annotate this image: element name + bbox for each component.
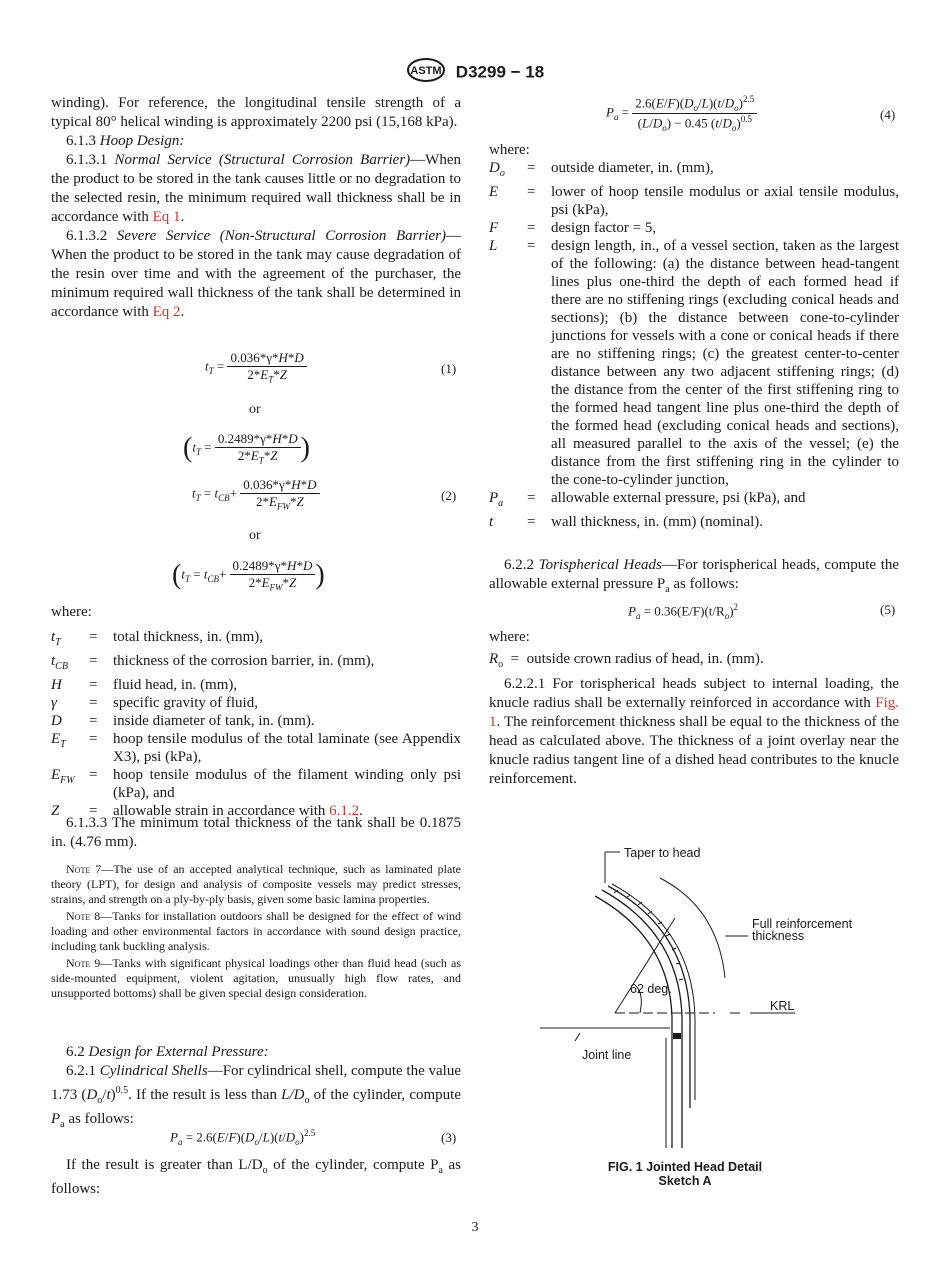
- note-7: Note 7—The use of an accepted analytical technique, such as laminated plate theory (LPT), for design and analysis of composite vessels may predict stresses, strains, and strength on a ply-by-ply basis, given some basic lamina properties.: [51, 862, 462, 906]
- label-full-reinforcement: Full reinforcement thickness: [752, 917, 853, 943]
- paragraph-6-1-3-1: 6.1.3.1 Normal Service (Structural Corrosion Barrier)—When the product to be stored in the tank causes little or no degradation to the selected resin, the minimum required wall thickness shall be in accordance with Eq 1.: [51, 152, 461, 225]
- paragraph-6-1-3-3-block: [51, 814, 461, 852]
- paragraph-after-eq3: If the result is greater than $L/D_o$ of the cylinder, compute $P_a$ as follows:: [51, 1157, 462, 1197]
- heading-6-2: 6.2 Design for External Pressure:: [66, 1044, 269, 1060]
- paragraph-6-2-2-1: 6.2.2.1 For torispherical heads subject to internal loading, the knucle radius shall be externally reinforced in accordance with Fig. 1. The reinforcement thickness shall be equal to the thickness of the head as calculated above. The thickness of a joint overlay near the knucle radius tangent line of a dished head contributes to the knucle reinforcement.: [489, 676, 899, 787]
- paragraph-6-2-1: 6.2.1 Cylindrical Shells—For cylindrical shell, compute the value 1.73 $(D_o/t)^{0.5}$. If the result is less than $L/D_o$ of the cylinder, compute $P_a$ as follows:: [51, 1063, 461, 1130]
- paragraph-6-1-3-2: 6.1.3.2 Severe Service (Non-Structural Corrosion Barrier)—When the product to be stored in the tank may cause degradation of the resin over time and with the agreement of the purchaser, the minimum required wall thickness of the tank shall be determined in accordance with Eq 2.: [51, 228, 461, 320]
- equation-2-alt-b: ($t_T = t_{CB}+$ $\frac{0.2489*\gamma*H*D}{2*E_{FW}*Z}$ ): [172, 558, 325, 593]
- or-text: or: [249, 402, 261, 417]
- left-column: [51, 94, 461, 322]
- notes-block: [51, 862, 461, 1001]
- jointed-head-drawing: [540, 838, 860, 1158]
- heading-6-1-3: 6.1.3 Hoop Design:: [66, 133, 185, 149]
- where-label-right: where:: [489, 142, 530, 158]
- equation-5: $P_a = 0.36(E/F)(t/R_o)^2$: [628, 602, 739, 621]
- definition-row: L = design length, in., of a vessel section, taken as the largest of the following: (a) the distance between head-tangent lines plus one-third the depth of each formed head if there are no stiffening rings (excluding conical heads and sections); (b) the distance between cone-to-cylinder junctions for vessels with a cone or conical heads if there are no stiffening rings; (c) the greatest center-to-center distance between any two adjacent stiffening rings; (d) the distance from the center of the first stiffening ring to the formed head tangent line plus one-third the depth of the formed head (excluding conical heads and sections), all measured parallel to the axis of the vessel; (e) the distance from the first stiffening ring in the cylinder to the cone-to-cylinder junction,: [489, 238, 899, 488]
- astm-logo-icon: [406, 57, 446, 88]
- definition-row: $E_T$ = hoop tensile modulus of the total laminate (see Appendix X3), psi (kPa),: [51, 731, 461, 765]
- paragraph-6-2-2: 6.2.2 Torispherical Heads—For torispherical heads, compute the allowable external pressure $P_a$ as follows:: [489, 557, 900, 595]
- definition-row: $t_{CB}$ = thickness of the corrosion barrier, in. (mm),: [51, 653, 375, 672]
- definition-row: $t_T$ = total thickness, in. (mm),: [51, 629, 263, 648]
- section-6-2-block: [51, 1043, 461, 1134]
- note-9: Note 9—Tanks with significant physical loadings other than fluid head (such as side-mounted equipment, violent agitation, unusually high flow rates, and unsupported bottoms) shall be given special design consideration.: [51, 956, 461, 1000]
- fig1-link[interactable]: Fig. 1: [489, 695, 899, 730]
- definition-row: D = inside diameter of tank, in. (mm).: [51, 713, 315, 729]
- section-6-1-2-link[interactable]: 6.1.2: [329, 803, 360, 819]
- equation-2: $t_T = t_{CB}+$ $\frac{0.036*\gamma*H*D}{2*E_{FW}*Z}$: [192, 477, 320, 512]
- standard-code: D3299 − 18: [455, 62, 545, 82]
- definition-row: H = fluid head, in. (mm),: [51, 677, 238, 693]
- definition-row: t = wall thickness, in. (mm) (nominal).: [489, 514, 764, 530]
- svg-text:ASTM: ASTM: [410, 65, 442, 77]
- figure-1-sketch: [540, 838, 860, 1158]
- label-joint-line: Joint line: [582, 1048, 632, 1062]
- paragraph-6-2-2-block: [489, 556, 899, 599]
- equation-5-number: (5): [880, 602, 896, 617]
- equation-2-number: (2): [441, 488, 457, 503]
- equation-4: $P_a$ = $\frac{2.6(E/F)(D_o/L)(t/D_o)^{2.5}}{(L/D_o) - 0.45 (t/D_o)^{0.5}}$: [606, 94, 757, 133]
- paragraph-6-2-2-1-block: [489, 675, 899, 789]
- or-text-2: or: [249, 528, 261, 543]
- eq2-link[interactable]: Eq 2: [152, 304, 181, 320]
- label-krl: KRL: [770, 999, 795, 1013]
- ro-definition-block: [489, 628, 899, 674]
- equation-1: $t_T$ = $\frac{0.036*\gamma*H*D}{2*E_T*Z}$: [205, 350, 307, 385]
- definitions-table-right: [489, 159, 899, 531]
- definitions-table: [51, 628, 461, 820]
- definition-row: $P_a$ = allowable external pressure, psi (kPa), and: [489, 490, 806, 509]
- figure-caption: FIG. 1 Jointed Head Detail Sketch A: [607, 1160, 763, 1188]
- definition-row: E = lower of hoop tensile modulus or axial tensile modulus, psi (kPa),: [489, 184, 899, 218]
- where-label: where:: [51, 604, 92, 620]
- definition-row: F = design factor = 5,: [489, 220, 657, 236]
- page-header: [0, 57, 950, 88]
- equation-1-number: (1): [441, 361, 457, 376]
- equation-3: $P_a = 2.6(E/F)(D_o/L)(t/D_o)^{2.5}$: [170, 1128, 316, 1147]
- right-definitions: [489, 142, 899, 531]
- equation-2-alt-a: ($t_T$ = $\frac{0.2489*\gamma*H*D}{2*E_T*Z}$ ): [183, 431, 310, 466]
- paragraph-continued: winding). For reference, the longitudinal tensile strength of a typical 80° helical winding is approximately 2200 psi (15,168 kPa).: [51, 95, 461, 130]
- left-definitions: [51, 604, 461, 820]
- note-8: Note 8—Tanks for installation outdoors shall be designed for the effect of wind loading and other environmental factors in accordance with sound design practice, including tank buckling analysis.: [51, 909, 461, 953]
- label-taper-to-head: Taper to head: [624, 846, 701, 860]
- equation-3-number: (3): [441, 1130, 457, 1145]
- ro-definition: $R_o$ = outside crown radius of head, in. (mm).: [489, 651, 764, 670]
- eq1-link[interactable]: Eq 1: [152, 209, 181, 225]
- definition-row: $D_o$ = outside diameter, in. (mm),: [489, 160, 714, 179]
- where-label-right-2: where:: [489, 629, 530, 645]
- equation-4-number: (4): [880, 107, 896, 122]
- definition-row: $E_{FW}$ = hoop tensile modulus of the filament winding only psi (kPa), and: [51, 767, 461, 801]
- definition-row: γ = specific gravity of fluid,: [51, 695, 258, 711]
- label-angle: 62 deg.: [630, 982, 672, 996]
- page-number: 3: [471, 1220, 479, 1235]
- paragraph-6-1-3-3: 6.1.3.3 The minimum total thickness of the tank shall be 0.1875 in. (4.76 mm).: [51, 815, 461, 850]
- definition-row: Z = allowable strain in accordance with 6.1.2.: [51, 803, 363, 819]
